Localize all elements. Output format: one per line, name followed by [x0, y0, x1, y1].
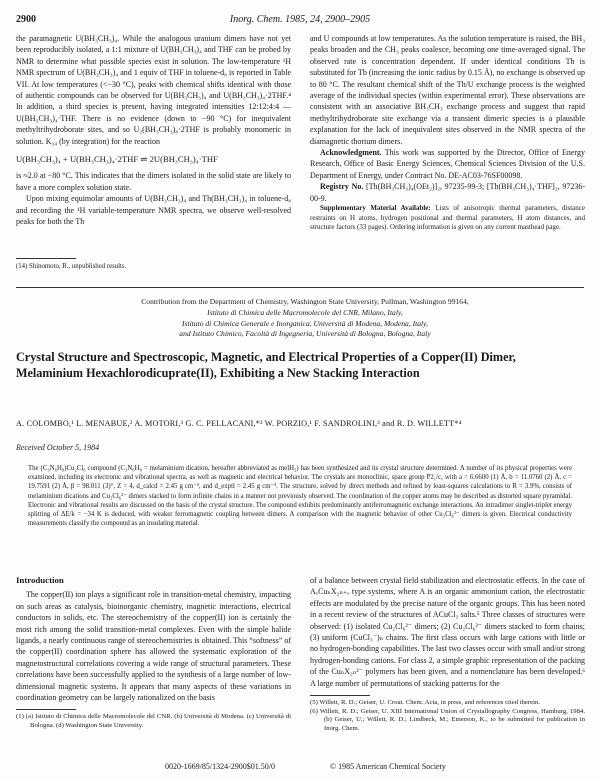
- running-header: [16, 14, 584, 28]
- supplementary-material: [310, 204, 585, 232]
- body-paragraph: The copper(II) ion plays a significant role in transition-metal chemistry, impacting on such areas as catalysis, bioinorganic chemistry, magnetic interactions, electrical conductors in solids, etc. The stereochemistry of the copper(II) ion is certainly the most rich among the solid transition-metal complexes. Even with the simple halide ligands, a nearly continuous range of stereochemistries is obtained. This “softness” of the copper(II) coordination sphere has allowed the systematic exploration of the magnetostructural correlations covering a wide range of structural parameters. These correlations have been successfully applied to the synthesis of a large number of low-dimensional magnetic systems. It appears that many aspects of these variations in coordination geometry can be largely rationalized on the basis: [16, 590, 291, 703]
- body-paragraph: is ≈2.0 at −80 °C. This indicates that the dimers isolated in the solid state are likely to have a more complex solution state.: [16, 171, 291, 192]
- footnote-rule: [310, 695, 370, 696]
- introduction-left-column: [16, 575, 291, 731]
- footnotes: [310, 699, 585, 733]
- introduction-right-column: [310, 575, 585, 733]
- received-date: Received October 5, 1984: [16, 443, 100, 452]
- registry-text: [Th(BH₃CH₃)₄(OEt₂)]₂, 97235-99-3; [Th(BH₃CH₃)₄·THF]₂, 97236-00-9.: [310, 182, 585, 203]
- copyright: © 1985 American Chemical Society: [330, 762, 446, 771]
- body-paragraph: and U compounds at low temperatures. As the solution temperature is raised, the BH₃ peaks broaden and the CH₃ peaks coalesce, becoming one time-averaged signal. The observed rate is concentration dependent. If under identical conditions Th is substituted for Tb (increasing the ionic radius by 0.15 Å), no exchange is observed up to 80 °C. The resultant chemical shift of the Th/U exchange process is the weighted average of the individual species (within experimental error). These observations are consistent with an associative BH₃CH₃ exchange process and suggest that rapid methyltrihydroborate site exchange via a transient dimeric species is a plausible explanation for the lack of inequivalent sites observed in the NMR spectra of the diamagnetic thorium dimers.: [310, 34, 585, 146]
- contribution-lead: Contribution from the Department of Chemistry, Washington State University, Pullman, Washington 99164,: [141, 297, 469, 306]
- article-code: 0020-1669/85/1324-2900$01.50/0: [165, 762, 275, 771]
- article-divider: [16, 287, 584, 288]
- author-list: A. COLOMBO,¹ L. MENABUE,² A. MOTORI,³ G. C. PELLACANI,*² W. PORZIO,¹ F. SANDROLINI,³ and R. D. WILLETT*⁴: [16, 419, 462, 428]
- acknowledgment-text: This work was supported by the Director, Office of Energy Research, Office of Basic Energy Sciences, Chemical Sciences Division of the U.S. Department of Energy, under Contract No. DE-AC03-76SF00098.: [310, 148, 585, 180]
- contribution-affiliations: [40, 297, 570, 340]
- acknowledgment: [310, 147, 585, 181]
- previous-article-right-column: [310, 33, 585, 232]
- body-paragraph: Upon mixing equimolar amounts of U(BH₃CH₃)₄ and Th(BH₃CH₃)₄ in toluene-d₈ and recording the ¹H variable-temperature NMR spectra, we observe well-resolved peaks for both the Th: [16, 194, 291, 227]
- footnote-text: (14) Shinomoto, R., unpublished results.: [16, 263, 127, 270]
- footnote: (5) Willett, R. D.; Geiser, U. Croat. Chem. Acta, in press, and references cited therein.: [310, 699, 540, 707]
- journal-citation: Inorg. Chem. 1985, 24, 2900–2905: [229, 14, 371, 25]
- abstract: The (C₃N₆H₈)Cu₂Cl₆ compound (C₃N₆H₈ = melaminium dication, hereafter abbreviated as melH₂) has been synthesized and its crystal structure determined. A number of its physical properties were examined, including its electronic and vibrational spectra, as well as magnetic and electrical behavior. The crystals are monoclinic, space group P2₁/c, with a = 6.6600 (1) Å, b = 11.0760 (2) Å, c = 19.7591 (2) Å, β = 98.011 (3)°, Z = 4, d_calcd = 2.45 g cm⁻³, and d_exptl = 2.45 g cm⁻³. The structure, solved by direct methods and refined by least-squares calculations to R = 3.9%, consists of melaminium dications and Cu₂Cl₆²⁻ dimers stacked to form infinite chains in a manner not previously observed. The coordination of the copper atoms may be described as distorted square pyramidal. Electronic and vibrational results are discussed on the basis of the crystal structure. The compound exhibits predominantly antiferromagnetic exchange interactions. An intradimer singlet-triplet energy splitting of ΔE/k = −34 K is deduced, with weaker ferromagnetic coupling between dimers. A comparison with the magnetic behavior of other Cu₂Cl₆²⁻ dimers is given. Electrical conductivity measurements classify the compound as an insulating material.: [28, 465, 572, 528]
- section-heading: Introduction: [16, 575, 64, 585]
- footnote: (1) (a) Istituto di Chimica delle Macromolecole del CNR. (b) Università di Modena. (c) Università di Bologna. (d) Washington State University.: [16, 713, 291, 730]
- footnote: (6) Willett, R. D.; Geiser, U. XIII International Union of Crystallography Congress, Hamburg, 1984. (b) Geiser, U.; Willett, R. D.; Lindbeck, M.; Emerson, K., to be submitted for publication in Inorg. Chem.: [310, 707, 585, 732]
- affiliation-line: and Istituto Chimico, Facoltà di Ingegneria, Università di Bologna, Bologna, Italy: [179, 329, 431, 339]
- affiliation-line: Istituto di Chimica Generale e Inorganica, Università di Modena, Modena, Italy,: [181, 318, 429, 328]
- previous-article-left-column: [16, 33, 291, 228]
- footnote-rule: [16, 709, 76, 710]
- previous-article-footnote: [16, 258, 291, 270]
- footnotes: [16, 713, 291, 730]
- supplementary-label: Supplementary Material Available:: [320, 204, 431, 213]
- body-paragraph: of a balance between crystal field stabilization and electrostatic effects. In the case of AₓCuₙX₂ₙ₊ₓ type systems, where A is an organic ammonium cation, the electrostatic effects are modulated by the precise nature of the organic groups. This has been noted in a recent review of the structures of ACuCl₃ salts.⁵ Three classes of structures were observed: (1) isolated Cu₂Cl₆²⁻ dimers; (2) Cu₂Cl₆²⁻ dimers stacked to form chains; (3) uniform (CuCl₃⁻)ₙ chains. The first class occurs with large cations with little or no hydrogen-bonding capabilities. The last two classes occur with small and/or strong hydrogen-bonding cations. For class 2, a simple graphic representation of the packing of the CuₙX₂ₙ²⁻ polymers has been given, and a nomenclature has been developed.⁶ A large number of permutations of stacking patterns for the: [310, 576, 585, 688]
- acknowledgment-label: Acknowledgment.: [320, 148, 382, 158]
- footnote-rule: [16, 258, 76, 259]
- article-title: Crystal Structure and Spectroscopic, Magnetic, and Electrical Properties of a Copper(II) Dimer, Melaminium Hexachlorodicuprate(II), Exhibiting a New Stacking Interaction: [16, 350, 516, 380]
- registry-numbers: [310, 181, 585, 204]
- body-paragraph: the paramagnetic U(BH₃CH₃)₄. While the analogous uranium dimers have not yet been reproducibly isolated, a 1:1 mixture of U(BH₃CH₃)₄ and THF can be probed by NMR to determine what possible species exist in solution. The low-temperature ¹H NMR spectrum of U(BH₃CH₃)₄ and 1 equiv of THF in toluene-d₈ is reported in Table VII. At low temperatures (<−30 °C), peaks with chemical shifts identical with those of authentic compounds can be observed for U(BH₃CH₃)₄ and U(BH₃CH₃)₄·2THF.⁴ In addition, a third species is present, having integrated intensities 12:12:4:4 —U(BH₃CH₃)₄·THF. There is no evidence (down to −90 °C) for inequivalent methyltrihydroborate sites, and so U₂(BH₃CH₃)₈·2THF is probably monomeric in solution. K₃₄ (by integration) for the reaction: [16, 34, 291, 146]
- equilibrium-equation: U(BH₃CH₃)₄ + U(BH₃CH₃)₄·2THF ⇌ 2U(BH₃CH₃)₄·THF: [16, 154, 218, 165]
- supplementary-text: Lists of anisotropic thermal parameters, distance restraints on H atoms, hydrogen positional and thermal parameters, H atom distances, and structure factors (33 pages). Ordering information is given on any current masthead page.: [310, 204, 585, 231]
- registry-label: Registry No.: [320, 182, 364, 192]
- page-number: 2900: [16, 14, 36, 25]
- affiliation-line: Istituto di Chimica delle Macromolecole del CNR, Milano, Italy,: [207, 307, 403, 317]
